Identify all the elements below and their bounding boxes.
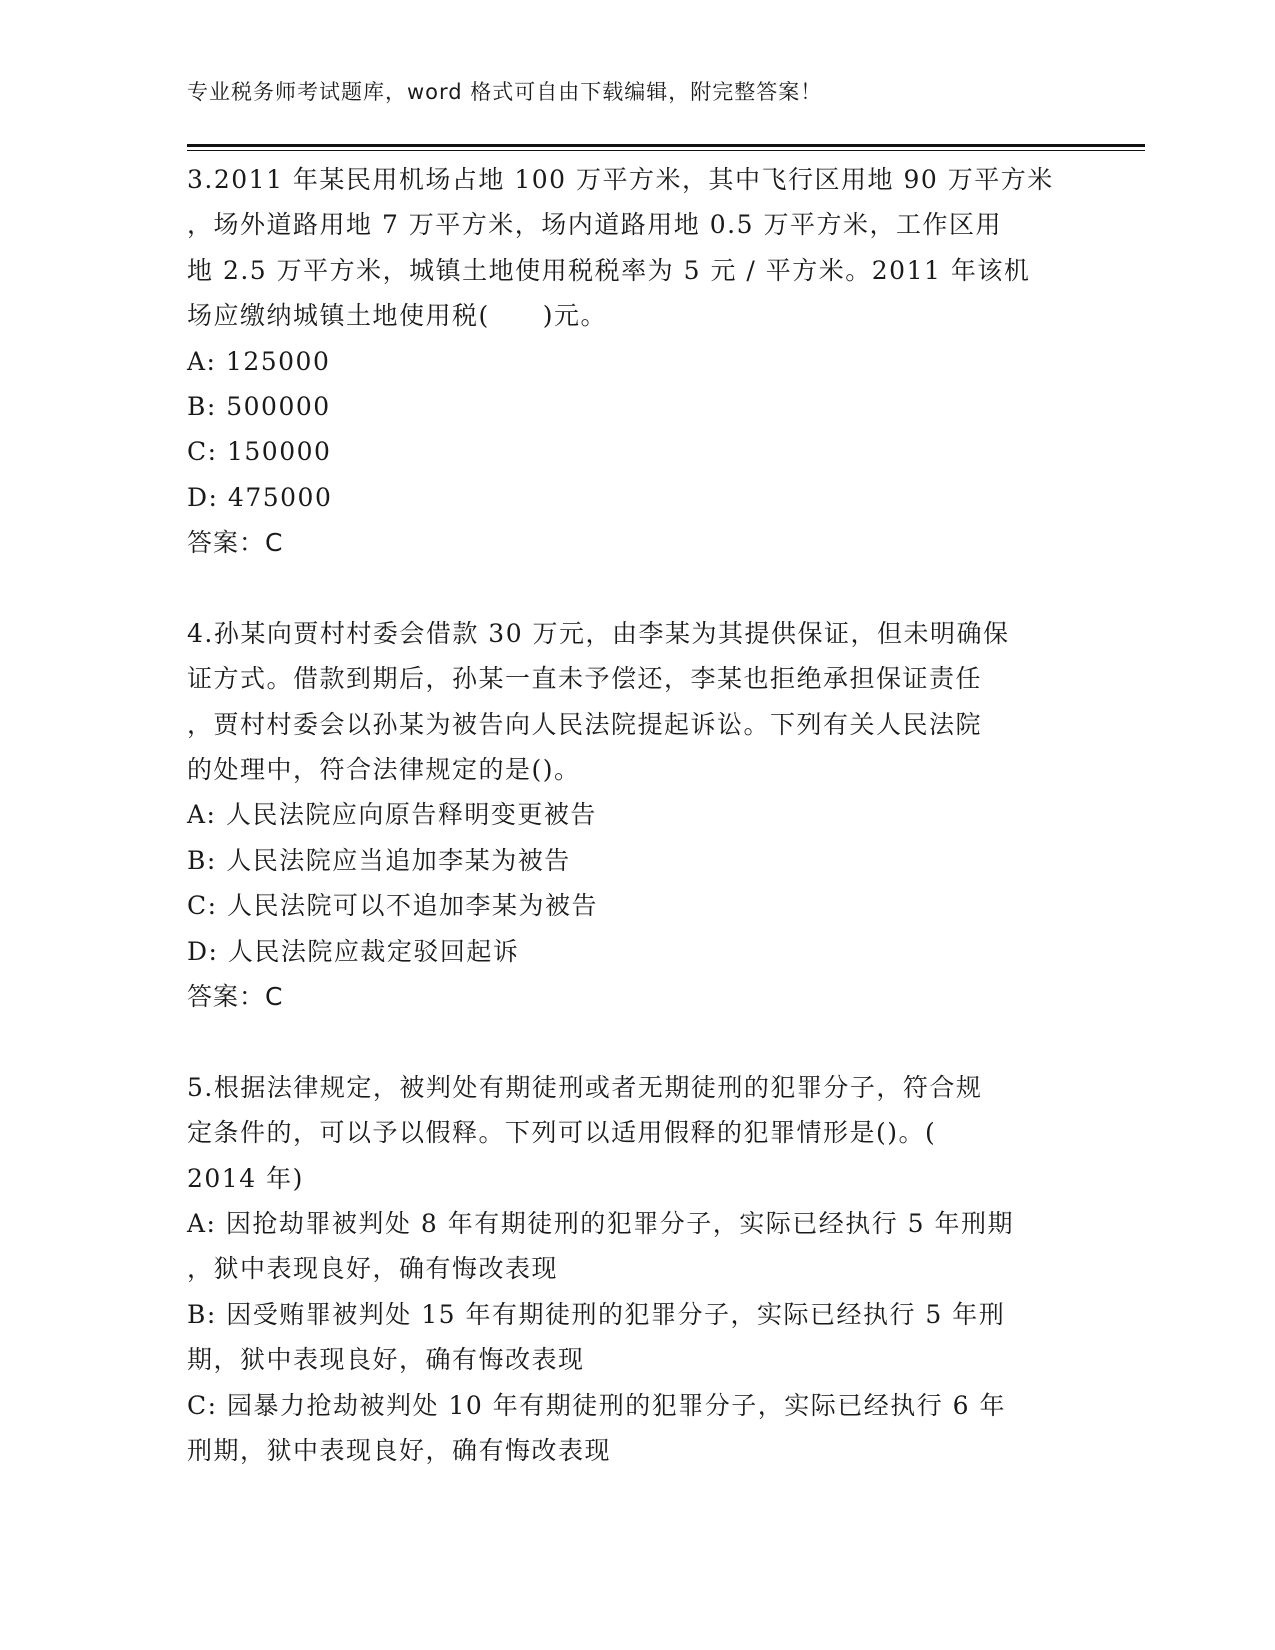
question-stem-line: 证方式。借款到期后，孙某一直未予偿还，李某也拒绝承担保证责任 [187, 664, 983, 694]
question-stem-line: 3.2011 年某民用机场占地 100 万平方米，其中飞行区用地 90 万平方米 [187, 165, 1054, 194]
option-c: C: 150000 [187, 437, 332, 467]
answer-line: 答案：C [187, 528, 284, 558]
option-b: B: 500000 [187, 391, 331, 421]
option-c: C: 人民法院可以不追加李某为被告 [187, 891, 598, 921]
header-divider [187, 144, 1145, 147]
question-stem-line: 4.孙某向贾村村委会借款 30 万元，由李某为其提供保证，但未明确保 [187, 618, 1010, 648]
question-spacer [187, 566, 1077, 611]
question-list [187, 157, 1077, 1473]
page-header: 专业税务师考试题库，word 格式可自由下载编辑，附完整答案！ [187, 80, 823, 104]
option-b-continued: 期，狱中表现良好，确有悔改表现 [187, 1345, 585, 1375]
question-stem-line: 定条件的，可以予以假释。下列可以适用假释的犯罪情形是()。( [187, 1118, 937, 1148]
option-a: A: 人民法院应向原告释明变更被告 [187, 800, 597, 830]
option-a-continued: ，狱中表现良好，确有悔改表现 [187, 1254, 559, 1284]
header-divider-thin [187, 150, 1145, 151]
option-a: A: 125000 [187, 346, 331, 376]
option-c-continued: 刑期，狱中表现良好，确有悔改表现 [187, 1435, 612, 1465]
question-stem-line: ，贾村村委会以孙某为被告向人民法院提起诉讼。下列有关人民法院 [187, 709, 983, 739]
option-d: D: 人民法院应裁定驳回起诉 [187, 936, 520, 966]
question-3 [187, 157, 1077, 566]
question-stem-line: 场应缴纳城镇土地使用税( )元。 [187, 301, 608, 331]
option-d: D: 475000 [187, 482, 333, 512]
option-c: C: 园暴力抢劫被判处 10 年有期徒刑的犯罪分子，实际已经执行 6 年 [187, 1390, 1007, 1420]
question-stem-line: 5.根据法律规定，被判处有期徒刑或者无期徒刑的犯罪分子，符合规 [187, 1072, 983, 1102]
question-stem-line: 的处理中，符合法律规定的是()。 [187, 755, 581, 785]
question-stem-line: ，场外道路用地 7 万平方米，场内道路用地 0.5 万平方米，工作区用 [187, 210, 1002, 240]
option-b: B: 因受贿罪被判处 15 年有期徒刑的犯罪分子，实际已经执行 5 年刑 [187, 1299, 1006, 1329]
question-4 [187, 611, 1077, 1020]
question-stem-line: 2014 年) [187, 1163, 304, 1193]
question-5 [187, 1065, 1077, 1474]
question-stem-line: 地 2.5 万平方米，城镇土地使用税税率为 5 元 / 平方米。2011 年该机 [187, 255, 1031, 285]
answer-line: 答案：C [187, 982, 284, 1012]
option-b: B: 人民法院应当追加李某为被告 [187, 845, 571, 875]
option-a: A: 因抢劫罪被判处 8 年有期徒刑的犯罪分子，实际已经执行 5 年刑期 [187, 1208, 1015, 1238]
question-spacer [187, 1019, 1077, 1064]
